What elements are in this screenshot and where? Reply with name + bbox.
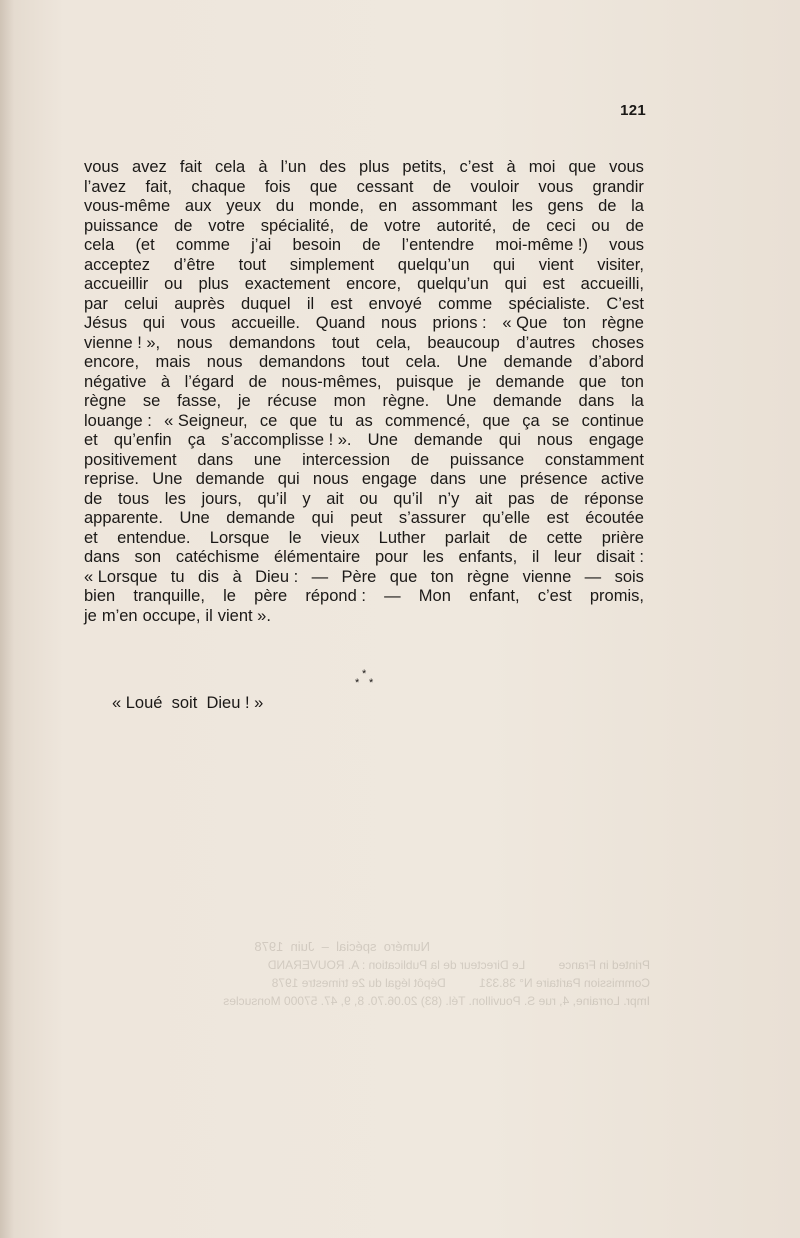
word: pas: [508, 489, 535, 508]
word: comme: [438, 294, 493, 313]
text-line: [84, 197, 644, 217]
word: (et: [135, 236, 155, 254]
word: sois: [614, 567, 644, 586]
word: vous: [180, 314, 216, 332]
word: je: [84, 606, 97, 625]
word: louange :: [84, 411, 152, 430]
word: élémentaire: [274, 548, 361, 566]
word: Jésus: [84, 314, 128, 332]
word: dans: [197, 450, 234, 469]
word: vous: [84, 158, 119, 176]
word: grandir: [592, 177, 644, 196]
word: nous: [312, 470, 349, 488]
word: du: [275, 197, 295, 215]
word: ou: [591, 216, 610, 235]
word: fasse,: [177, 392, 222, 410]
word: ton: [620, 372, 644, 391]
bleed-line: Numéro spécial – Juin 1978: [254, 939, 430, 954]
word: engage: [588, 431, 644, 449]
word: cela: [84, 236, 115, 254]
word: « Lorsque: [84, 567, 158, 586]
word: Quand: [315, 314, 366, 332]
word: de: [625, 216, 644, 235]
word: c’est: [537, 587, 572, 605]
word: m’en: [101, 606, 138, 625]
word: assommant: [411, 197, 498, 215]
word: qu’il: [257, 489, 287, 508]
word: de: [362, 236, 381, 254]
word: vous: [609, 158, 644, 176]
word: l’égard: [184, 372, 235, 391]
word: cette: [546, 528, 583, 547]
word: auprès: [174, 294, 225, 313]
word: dans: [430, 470, 466, 488]
text-line: [84, 158, 644, 178]
word: il: [531, 548, 540, 566]
word: —: [311, 567, 329, 586]
word: apparente.: [84, 509, 163, 527]
word: réponse: [584, 489, 644, 508]
word: as: [355, 411, 373, 430]
word: Mon: [418, 587, 451, 605]
word: constamment: [544, 450, 644, 469]
word: tranquille,: [133, 587, 205, 605]
word: reprise.: [84, 470, 140, 488]
word: accueillir: [84, 275, 149, 293]
word: je: [237, 392, 251, 410]
word: plus: [198, 275, 229, 293]
text-line: [84, 470, 644, 490]
word: yeux: [226, 197, 262, 215]
word: qui: [311, 509, 334, 527]
asterism-star: *: [355, 677, 360, 689]
word: ça: [187, 431, 206, 449]
word: fois: [264, 177, 291, 196]
word: acceptez: [84, 255, 151, 274]
word: duquel: [241, 294, 291, 313]
word: de: [410, 450, 430, 469]
word: tous: [117, 489, 150, 508]
word: moi: [528, 158, 556, 176]
word: mais: [155, 353, 191, 371]
text-line: [84, 509, 644, 529]
word: que: [568, 158, 596, 176]
closing-line: « Loué soit Dieu ! »: [112, 694, 264, 712]
word: bien: [84, 587, 116, 605]
word: une: [253, 450, 282, 469]
text-line: [84, 490, 644, 510]
word: tout: [361, 353, 390, 371]
word: ait: [326, 489, 344, 508]
word: spécialité,: [260, 216, 335, 235]
word: de: [432, 177, 452, 196]
word: les: [511, 197, 533, 215]
word: et: [84, 528, 98, 547]
word: accueilli,: [580, 275, 644, 293]
word: règne: [84, 392, 127, 410]
word: besoin: [292, 236, 342, 254]
text-line: [84, 295, 644, 315]
word: à: [232, 567, 242, 586]
word: nous: [537, 431, 573, 449]
asterism-star: *: [369, 677, 374, 689]
word: répond :: [305, 587, 366, 605]
word: envoyé: [368, 294, 422, 313]
word: Une: [367, 431, 398, 449]
word: à: [160, 372, 171, 391]
word: est: [330, 294, 353, 313]
word: est: [542, 275, 565, 293]
text-line: [84, 568, 644, 588]
word: vous-même: [84, 197, 171, 215]
word: votre: [384, 216, 421, 235]
word: cessant: [356, 177, 414, 196]
word: Lorsque: [209, 528, 270, 547]
word: vienne: [522, 567, 572, 586]
word: qui: [504, 275, 527, 293]
word: C’est: [606, 294, 644, 313]
word: intercession: [302, 450, 391, 469]
word: chaque: [191, 177, 246, 196]
word: ton: [563, 314, 586, 332]
word: demande: [492, 392, 562, 410]
text-line: [84, 353, 644, 373]
word: commencé,: [384, 411, 471, 430]
word: y: [302, 489, 311, 508]
word: n’y: [438, 489, 460, 508]
word: vieux: [320, 528, 360, 547]
word: fait,: [145, 177, 173, 196]
page-number: 121: [620, 102, 646, 119]
word: occupe,: [142, 606, 201, 625]
word: votre: [208, 216, 245, 235]
word: et: [84, 431, 98, 449]
text-line: [84, 373, 644, 393]
word: règne: [467, 567, 510, 586]
word: prière: [601, 528, 644, 547]
word: j’ai: [251, 236, 272, 254]
word: visiter,: [597, 255, 644, 274]
word: les: [164, 489, 186, 508]
word: l’un: [280, 158, 307, 176]
word: négative: [84, 372, 147, 391]
text-line: [84, 314, 644, 334]
word: d’autres: [516, 333, 576, 352]
word: leur: [554, 548, 582, 566]
word: puissance: [84, 216, 159, 235]
word: demande: [495, 372, 565, 391]
word: son: [134, 548, 162, 566]
word: puissance: [449, 450, 525, 469]
word: plus: [359, 158, 390, 176]
word: dis: [197, 567, 220, 586]
word: s’assurer: [398, 509, 466, 527]
word: autorité,: [436, 216, 497, 235]
word: Une: [456, 353, 488, 371]
word: Une: [445, 392, 477, 410]
text-line: [84, 256, 644, 276]
word: le: [223, 587, 236, 605]
word: de: [84, 489, 103, 508]
text-line: [84, 178, 644, 198]
word: demande: [226, 509, 296, 527]
word: moi-même !): [495, 236, 588, 254]
word: continue: [581, 411, 644, 430]
word: que: [309, 177, 338, 196]
word: peut: [350, 509, 383, 527]
word: exactement: [244, 275, 331, 293]
word: d’être: [173, 255, 215, 274]
word: ait: [474, 489, 493, 508]
text-line: [84, 412, 644, 432]
text-line: [84, 607, 644, 627]
word: beaucoup: [427, 333, 500, 352]
word: nous-mêmes,: [281, 372, 382, 391]
word: demande: [503, 353, 573, 371]
word: c’est: [459, 158, 494, 176]
bleed-through-text: [70, 938, 690, 1048]
word: en: [378, 197, 398, 215]
text-line: [84, 275, 644, 295]
word: cela: [214, 158, 246, 176]
word: écoutée: [585, 509, 644, 527]
text-line: [84, 529, 644, 549]
page-binding-shadow: [0, 0, 14, 1238]
word: puisque: [395, 372, 454, 391]
word: il: [205, 606, 213, 625]
word: monde,: [308, 197, 364, 215]
word: père: [254, 587, 288, 605]
word: jours,: [201, 489, 242, 508]
word: nous: [381, 314, 417, 332]
word: qu’enfin: [113, 431, 172, 449]
text-line: [84, 334, 644, 354]
word: accueille.: [231, 314, 300, 332]
word: ou: [359, 489, 378, 508]
word: s’accomplisse ! ».: [221, 431, 352, 449]
word: à: [506, 158, 516, 176]
bleed-line: Impr. Lorraine, 4, rue S. Pouvillon. Tél. (83) 20.06.70. 8, 9, 47. 57000 Monsucles: [223, 994, 650, 1008]
word: demande: [195, 470, 265, 488]
word: ou: [164, 275, 183, 293]
word: que: [482, 411, 511, 430]
word: nous: [176, 333, 213, 352]
word: le: [288, 528, 302, 547]
word: Père: [341, 567, 377, 586]
word: se: [142, 392, 161, 410]
word: disait :: [596, 548, 644, 566]
word: spécialiste.: [508, 294, 591, 313]
word: catéchisme: [175, 548, 260, 566]
word: active: [600, 470, 644, 488]
word: vienne ! »,: [84, 333, 161, 352]
word: est: [546, 509, 569, 527]
word: je: [468, 372, 482, 391]
word: comme: [175, 236, 230, 254]
word: fait: [179, 158, 202, 176]
word: demandons: [229, 333, 316, 352]
text-line: [84, 431, 644, 451]
word: enfants,: [458, 548, 518, 566]
word: ceci: [546, 216, 576, 235]
word: récuse: [267, 392, 317, 410]
word: il: [306, 294, 315, 313]
word: pour: [374, 548, 408, 566]
word: cela.: [405, 353, 441, 371]
word: qui: [493, 255, 516, 274]
word: qui: [498, 431, 521, 449]
word: tu: [329, 411, 344, 430]
word: de: [248, 372, 267, 391]
text-line: [84, 548, 644, 568]
word: d’abord: [588, 353, 644, 371]
word: simplement: [289, 255, 375, 274]
word: Une: [179, 509, 210, 527]
word: de: [509, 528, 528, 547]
word: les: [422, 548, 444, 566]
word: dans: [578, 392, 615, 410]
word: se: [551, 411, 570, 430]
word: dans: [84, 548, 120, 566]
word: Luther: [378, 528, 426, 547]
word: la: [631, 197, 644, 215]
word: encore,: [84, 353, 140, 371]
text-line: [84, 587, 644, 607]
word: choses: [591, 333, 644, 352]
word: « Seigneur,: [164, 411, 248, 430]
word: celui: [124, 294, 159, 313]
word: qui: [142, 314, 165, 332]
word: vous: [609, 236, 644, 254]
text-line: [84, 236, 644, 256]
word: de: [550, 489, 569, 508]
word: Une: [152, 470, 183, 488]
word: qu’elle: [482, 509, 531, 527]
word: encore,: [346, 275, 402, 293]
word: tu: [170, 567, 185, 586]
word: à: [258, 158, 268, 176]
bleed-line: Printed in France Le Directeur de la Publication : A. ROUVERAND: [267, 958, 650, 972]
word: mon: [333, 392, 366, 410]
word: la: [631, 392, 644, 410]
word: vient: [538, 255, 574, 274]
word: promis,: [589, 587, 644, 605]
word: Dieu :: [255, 567, 299, 586]
word: des: [319, 158, 346, 176]
word: ça: [522, 411, 540, 430]
word: entendue.: [117, 528, 191, 547]
text-line: [84, 392, 644, 412]
word: l’avez: [84, 177, 127, 196]
word: que: [578, 372, 607, 391]
word: avez: [131, 158, 167, 176]
text-line: [84, 217, 644, 237]
word: de: [598, 197, 617, 215]
word: vous: [538, 177, 574, 196]
word: de: [174, 216, 193, 235]
word: tout: [238, 255, 267, 274]
word: présence: [519, 470, 588, 488]
word: tout: [331, 333, 360, 352]
word: demande: [413, 431, 483, 449]
word: de: [512, 216, 531, 235]
asterism-star: *: [362, 668, 367, 680]
word: qu’il: [393, 489, 423, 508]
word: —: [584, 567, 602, 586]
body-paragraph: [84, 158, 644, 626]
word: demandons: [258, 353, 346, 371]
word: quelqu’un: [397, 255, 470, 274]
word: aux: [184, 197, 212, 215]
word: enfant,: [469, 587, 520, 605]
word: positivement: [84, 450, 177, 469]
word: engage: [361, 470, 417, 488]
asterism-separator: [354, 668, 380, 690]
word: cela,: [375, 333, 411, 352]
word: une: [479, 470, 507, 488]
word: que: [289, 411, 318, 430]
word: « Que: [502, 314, 548, 332]
word: vient ».: [217, 606, 271, 625]
word: ce: [259, 411, 278, 430]
word: quelqu’un: [417, 275, 489, 293]
text-line: [84, 451, 644, 471]
word: qui: [277, 470, 300, 488]
word: par: [84, 294, 108, 313]
word: prions :: [432, 314, 487, 332]
word: règne: [601, 314, 644, 332]
bleed-line: Commission Paritaire N° 38.331 Dépôt légal du 2e trimestre 1978: [271, 976, 650, 990]
word: l’entendre: [401, 236, 475, 254]
word: petits,: [402, 158, 447, 176]
word: règne.: [382, 392, 430, 410]
word: gens: [547, 197, 584, 215]
word: ton: [430, 567, 454, 586]
word: vouloir: [470, 177, 520, 196]
word: parlait: [444, 528, 490, 547]
word: que: [389, 567, 418, 586]
word: —: [384, 587, 401, 605]
word: nous: [206, 353, 243, 371]
word: de: [349, 216, 369, 235]
